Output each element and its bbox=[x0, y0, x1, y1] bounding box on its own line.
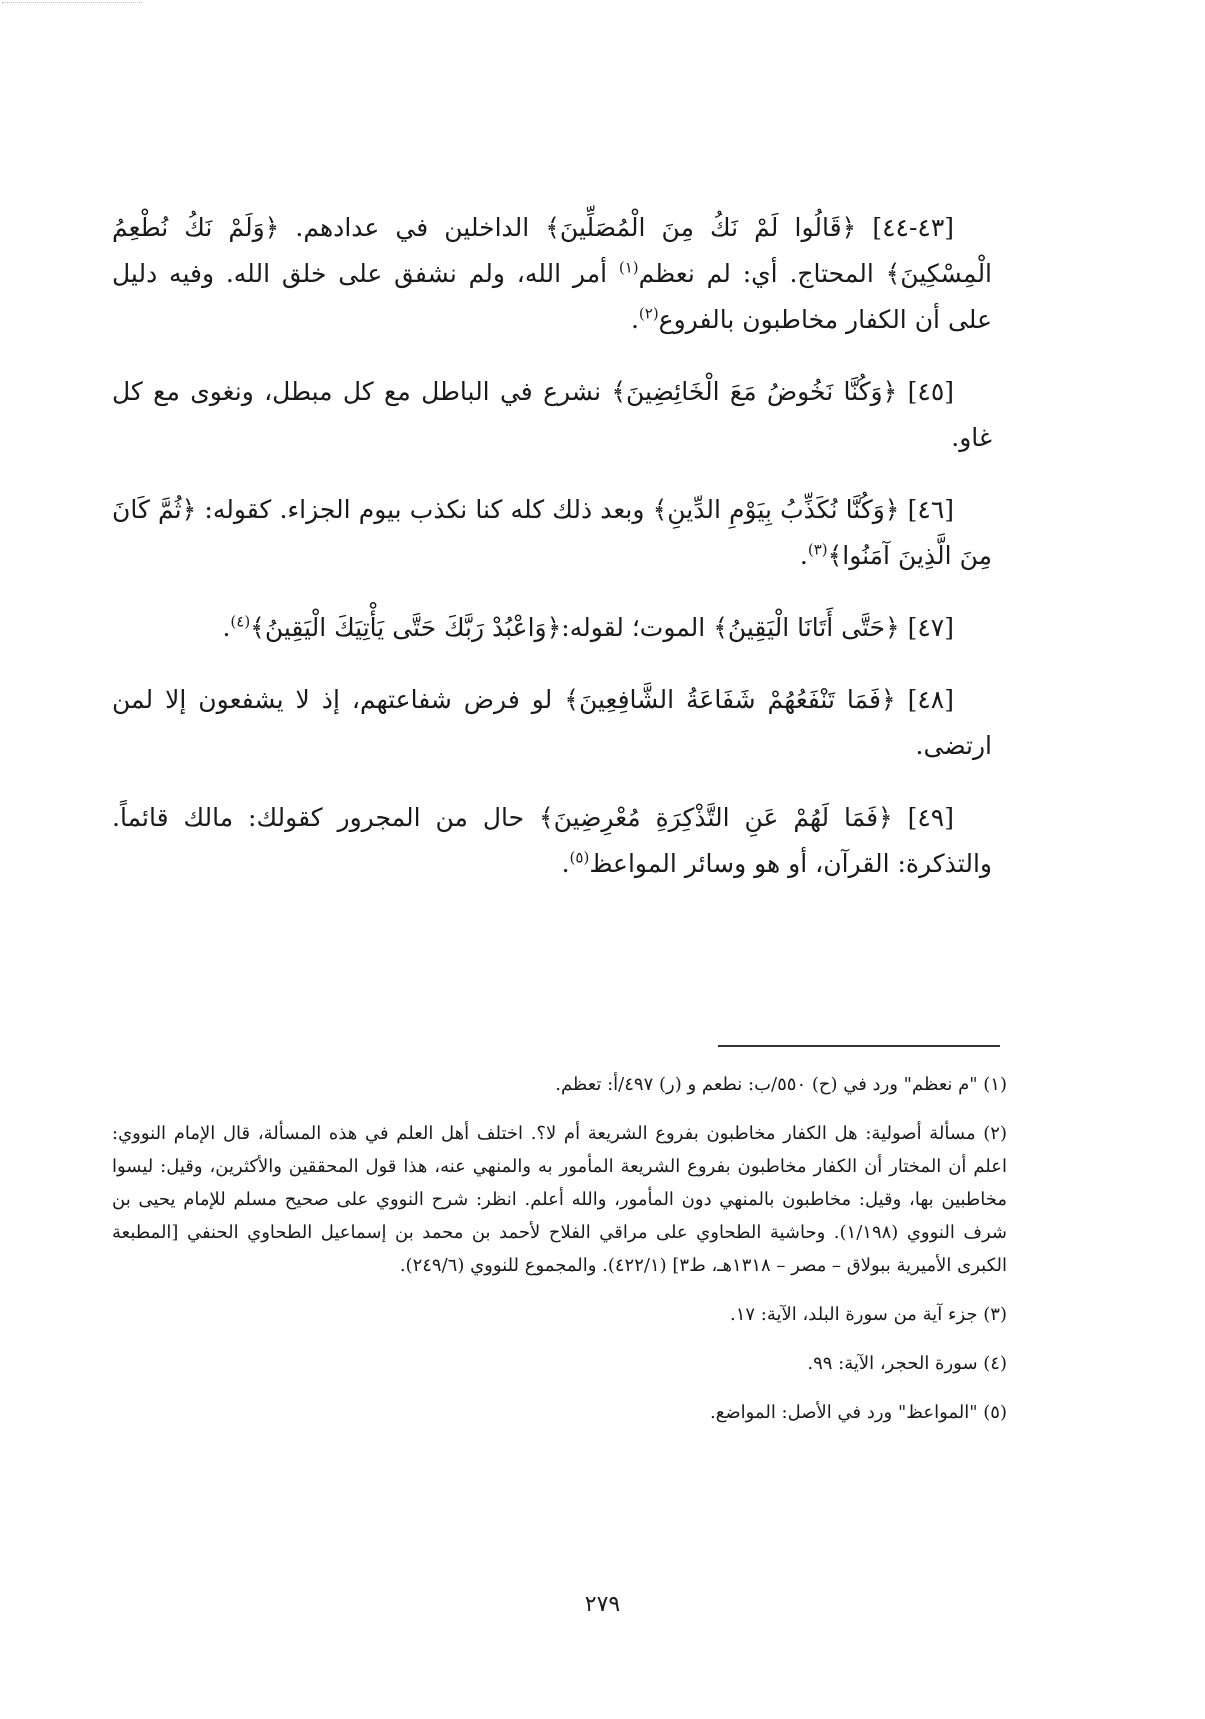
verse-number: [٤٣-٤٤] bbox=[872, 213, 955, 242]
footnote-5: (٥) "المواعظ" ورد في الأصل: المواضع. bbox=[710, 1402, 1007, 1423]
paragraph-text: ﴿فَمَا لَهُمْ عَنِ التَّذْكِرَةِ مُعْرِضِينَ﴾ حال من المجرور كقولك: مالك قائماً. والتذكرة: القرآن، أو هو وسائر المواعظ bbox=[112, 803, 992, 878]
footnotes bbox=[112, 1068, 1007, 1445]
paragraph-end: . bbox=[561, 849, 570, 878]
footnote-ref: (٢) bbox=[638, 304, 659, 323]
footnote-4: (٤) سورة الحجر، الآية: ٩٩. bbox=[807, 1353, 1007, 1374]
paragraph-text: ﴿قَالُوا لَمْ نَكُ مِنَ الْمُصَلِّينَ﴾ الداخلين في عدادهم. ﴿وَلَمْ نَكُ نُطْعِمُ الْمِسْكِينَ﴾ المحتاج. أي: لم نعظم bbox=[112, 213, 993, 288]
paragraph-text-cont: أمر الله، ولم نشفق على خلق الله. وفيه دليل على أن الكفار مخاطبون بالفروع bbox=[112, 259, 992, 334]
verse-number: [٤٦] bbox=[907, 495, 955, 524]
main-text bbox=[112, 205, 992, 913]
paragraph-47 bbox=[112, 605, 992, 651]
footnote-ref: (٤) bbox=[230, 612, 251, 631]
footnote-3: (٣) جزء آية من سورة البلد، الآية: ١٧. bbox=[729, 1304, 1007, 1325]
verse-number: [٤٨] bbox=[907, 685, 954, 714]
paragraph-end: . bbox=[799, 541, 808, 570]
paragraph-45 bbox=[112, 369, 992, 461]
verse-number: [٤٩] bbox=[907, 803, 954, 832]
scan-edge-mark bbox=[2, 2, 142, 3]
footnote-ref: (٣) bbox=[807, 540, 828, 559]
verse-number: [٤٧] bbox=[907, 613, 954, 642]
paragraph-48 bbox=[112, 677, 992, 769]
paragraph-46 bbox=[112, 487, 992, 579]
verse-number: [٤٥] bbox=[907, 377, 955, 406]
paragraph-text: ﴿وَكُنَّا نُكَذِّبُ بِيَوْمِ الدِّينِ﴾ وبعد ذلك كله كنا نكذب بيوم الجزاء. كقوله: ﴿ثُمَّ كَانَ مِنَ الَّذِينَ آمَنُوا﴾ bbox=[112, 495, 992, 570]
footnote-2: (٢) مسألة أصولية: هل الكفار مخاطبون بفروع الشريعة أم لا؟. اختلف أهل العلم في هذه المسألة، قال الإمام النووي: اعلم أن المختار أن الكفار مخاطبون بفروع الشريعة المأمور به والمنهي عنه، هذا قول المحققين والأكثرين، وقيل: ليسوا مخاطبين بها، وقيل: مخاطبون بالمنهي دون المأمور، والله أعلم. انظر: شرح النووي على صحيح مسلم للإمام يحيى بن شرف النووي (١/١٩٨). وحاشية الطحاوي على مراقي الفلاح لأحمد بن محمد بن إسماعيل الطحاوي الحنفي [المطبعة الكبرى الأميرية ببولاق – مصر – ١٣١٨هـ، ط٣] (٤٢٢/١). والمجموع للنووي (٢٤٩/٦). bbox=[112, 1123, 1007, 1276]
paragraph-text: ﴿فَمَا تَنْفَعُهُمْ شَفَاعَةُ الشَّافِعِينَ﴾ لو فرض شفاعتهم، إذ لا يشفعون إلا لمن ارتضى. bbox=[112, 685, 992, 760]
paragraph-text: ﴿وَكُنَّا نَخُوضُ مَعَ الْخَائِضِينَ﴾ نشرع في الباطل مع كل مبطل، ونغوى مع كل غاو. bbox=[112, 377, 992, 452]
footnote-divider bbox=[718, 1045, 1000, 1047]
footnote-ref: (١) bbox=[618, 258, 639, 277]
paragraph-end: . bbox=[222, 613, 231, 642]
paragraph-43-44 bbox=[112, 205, 992, 343]
footnote-1: (١) "م نعظم" ورد في (ح) ٥٥٠/ب: نطعم و (ر) ٤٩٧/أ: تعظم. bbox=[555, 1074, 1007, 1095]
page-number: ٢٧٩ bbox=[584, 1592, 621, 1617]
paragraph-end: . bbox=[630, 305, 639, 334]
footnote-ref: (٥) bbox=[569, 848, 590, 867]
paragraph-49 bbox=[112, 795, 992, 887]
paragraph-text: ﴿حَتَّى أَتَانَا الْيَقِينُ﴾ الموت؛ لقوله:﴿وَاعْبُدْ رَبَّكَ حَتَّى يَأْتِيَكَ الْيَقِينُ﴾ bbox=[250, 613, 900, 642]
